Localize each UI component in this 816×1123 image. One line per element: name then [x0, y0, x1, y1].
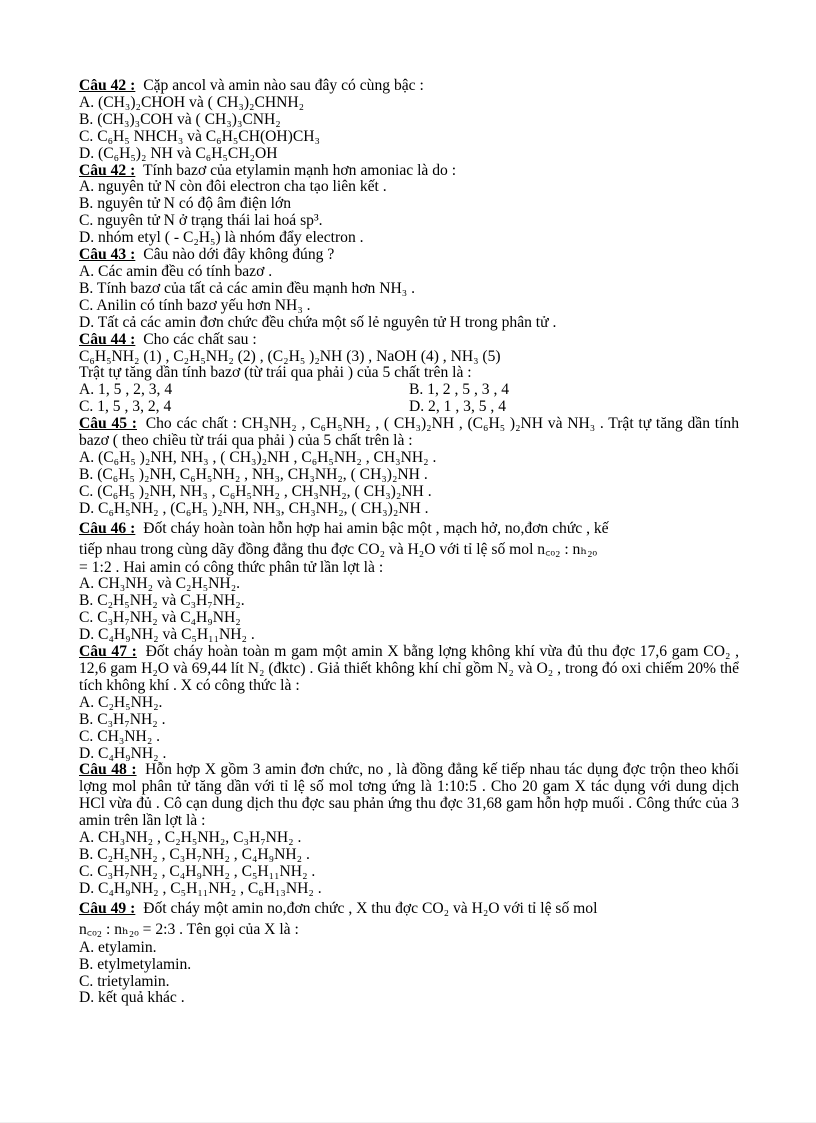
question-text: Đốt cháy hoàn toàn m gam một amin X bằng lợng không khí vừa đủ thu đợc 17,6 gam CO₂ , 12,6 gam H₂O và 69,44 lít N₂ (đktc) . Giả thiết không khí chỉ gồm N₂ và O₂ , trong đó oxi chiếm 20% thể tích không khí . X có công thức là : [79, 643, 739, 694]
option-b: B. 1, 2 , 5 , 3 , 4 [409, 381, 510, 399]
question-label: Câu 42 : [79, 77, 136, 94]
option-c: C. C₃H₇NH₂ , C₄H₉NH₂ , C₅H₁₁NH₂ . [79, 862, 316, 880]
question-label: Câu 44 : [79, 330, 136, 348]
option-d: D. C₄H₉NH₂ và C₅H₁₁NH₂ . [79, 626, 255, 644]
question-text-line: tiếp nhau trong cùng dãy đồng đẳng thu đợc CO₂ và H₂O với tỉ lệ số mol n꜀ₒ₂ : nₕ₂ₒ [79, 540, 598, 558]
question-label: Câu 48 : [79, 761, 137, 779]
question-text: Tính bazơ của etylamin mạnh hơn amoniac là do : [142, 161, 457, 179]
option-row [79, 399, 739, 416]
option-b: B. nguyên tử N có độ âm điện lớn [79, 195, 292, 213]
question-42b [79, 163, 739, 180]
question-label: Câu 47 : [79, 643, 137, 661]
option-a: A. CH₃NH₂ và C₂H₅NH₂. [79, 575, 241, 593]
option-d: D. C₄H₉NH₂ , C₅H₁₁NH₂ , C₆H₁₃NH₂ . [79, 879, 322, 897]
question-text: Đốt cháy hoàn toàn hỗn hợp hai amin bậc một , mạch hở, no,đơn chức , kế [143, 519, 609, 537]
option-c: C. Anilin có tính bazơ yếu hơn NH₃ . [79, 296, 311, 314]
question-label: Câu 46 : [79, 519, 136, 537]
question-label: Câu 42 : [79, 161, 136, 179]
option-c: C. nguyên tử N ở trạng thái lai hoá sp³. [79, 212, 323, 230]
question-label: Câu 43 : [79, 246, 136, 264]
question-text: Hỗn hợp X gồm 3 amin đơn chức, no , là đồng đẳng kế tiếp nhau tác dụng đợc trộn theo khối lợng mol phân tử tăng dần với tỉ lệ số mol tơng ứng là 1:10:5 . Cho 20 gam X tác dụng với dung dịch HCl vừa đủ . Cô cạn dung dịch thu đợc sau phản ứng thu đợc 31,68 gam hỗn hợp muối . Công thức của 3 amin trên lần lợt là : [79, 761, 739, 830]
option-d: D. C₆H₅NH₂ , (C₆H₅ )₂NH, NH₃, CH₃NH₂, ( CH₃)₂NH . [79, 499, 429, 517]
question-45 [79, 416, 739, 450]
option-b: B. (CH₃)₃COH và ( CH₃)₃CNH₂ [79, 110, 281, 128]
question-49 [79, 898, 739, 919]
option-d: D. C₄H₉NH₂ . [79, 744, 167, 762]
option-d: D. 2, 1 , 3, 5 , 4 [409, 398, 507, 416]
option-a: A. 1, 5 , 2, 3, 4 [79, 381, 173, 399]
option-a: A. Các amin đều có tính bazơ . [79, 262, 273, 280]
option-d: D. kết quả khác . [79, 989, 185, 1007]
option-c: C. 1, 5 , 3, 2, 4 [79, 398, 172, 416]
question-text: Cặp ancol và amin nào sau đây có cùng bậc : [143, 77, 424, 94]
question-47 [79, 644, 739, 695]
option-a: A. (C₆H₅ )₂NH, NH₃ , ( CH₃)₂NH , C₆H₅NH₂ , CH₃NH₂ . [79, 448, 437, 466]
option-d: D. Tất cả các amin đơn chức đều chứa một số lẻ nguyên tử H trong phân tử . [79, 313, 557, 331]
question-prompt: Trật tự tăng dần tính bazơ (từ trái qua phải ) của 5 chất trên là : [79, 364, 472, 382]
option-b: B. etylmetylamin. [79, 955, 192, 973]
question-46 [79, 518, 739, 539]
question-text: Cho các chất : CH₃NH₂ , C₆H₅NH₂ , ( CH₃)₂NH , (C₆H₅ )₂NH và NH₃ . Trật tự tăng dần tính bazơ ( theo chiều từ trái qua phải ) của 5 chất trên là : [79, 415, 739, 450]
option-b: B. Tính bazơ của tất cả các amin đều mạnh hơn NH₃ . [79, 279, 416, 297]
option-b: B. C₂H₅NH₂ , C₃H₇NH₂ , C₄H₉NH₂ . [79, 845, 310, 863]
option-b: B. C₃H₇NH₂ . [79, 710, 166, 728]
option-a: A. (CH₃)₂CHOH và ( CH₃)₂CHNH₂ [79, 93, 305, 111]
question-label: Câu 45 : [79, 415, 137, 433]
question-text: Đốt cháy một amin no,đơn chức , X thu đợc CO₂ và H₂O với tỉ lệ số mol [143, 899, 598, 917]
question-48 [79, 762, 739, 830]
option-c: C. C₆H₅ NHCH₃ và C₆H₅CH(OH)CH₃ [79, 127, 320, 145]
question-42a [79, 78, 739, 95]
option-c: C. trietylamin. [79, 972, 170, 990]
option-a: A. nguyên tử N còn đôi electron cha tạo liên kết . [79, 178, 387, 196]
option-d: D. nhóm etyl ( - C₂H₅) là nhóm đẩy electron . [79, 229, 364, 247]
question-44 [79, 332, 739, 349]
option-a: A. etylamin. [79, 938, 157, 956]
question-text: Câu nào dới đây không đúng ? [143, 246, 335, 264]
question-label: Câu 49 : [79, 899, 136, 917]
option-c: C. CH₃NH₂ . [79, 727, 161, 745]
question-text-line: = 1:2 . Hai amin có công thức phân tử lần lợt là : [79, 558, 384, 576]
option-a: A. C₂H₅NH₂. [79, 693, 163, 711]
substance-list: C₆H₅NH₂ (1) , C₂H₅NH₂ (2) , (C₂H₅ )₂NH (3) , NaOH (4) , NH₃ (5) [79, 347, 501, 365]
option-a: A. CH₃NH₂ , C₂H₅NH₂, C₃H₇NH₂ . [79, 829, 302, 847]
option-row [79, 382, 739, 399]
option-c: C. (C₆H₅ )₂NH, NH₃ , C₆H₅NH₂ , CH₃NH₂, ( CH₃)₂NH . [79, 482, 432, 500]
option-b: B. (C₆H₅ )₂NH, C₆H₅NH₂ , NH₃, CH₃NH₂, ( CH₃)₂NH . [79, 465, 428, 483]
option-c: C. C₃H₇NH₂ và C₄H₉NH₂ [79, 609, 241, 627]
question-43 [79, 247, 739, 264]
question-text: Cho các chất sau : [143, 330, 257, 348]
option-d: D. (C₆H₅)₂ NH và C₆H₅CH₂OH [79, 144, 278, 162]
option-b: B. C₂H₅NH₂ và C₃H₇NH₂. [79, 592, 245, 610]
exam-page [79, 78, 739, 1007]
question-text-line: n꜀ₒ₂ : nₕ₂ₒ = 2:3 . Tên gọi của X là : [79, 920, 299, 938]
